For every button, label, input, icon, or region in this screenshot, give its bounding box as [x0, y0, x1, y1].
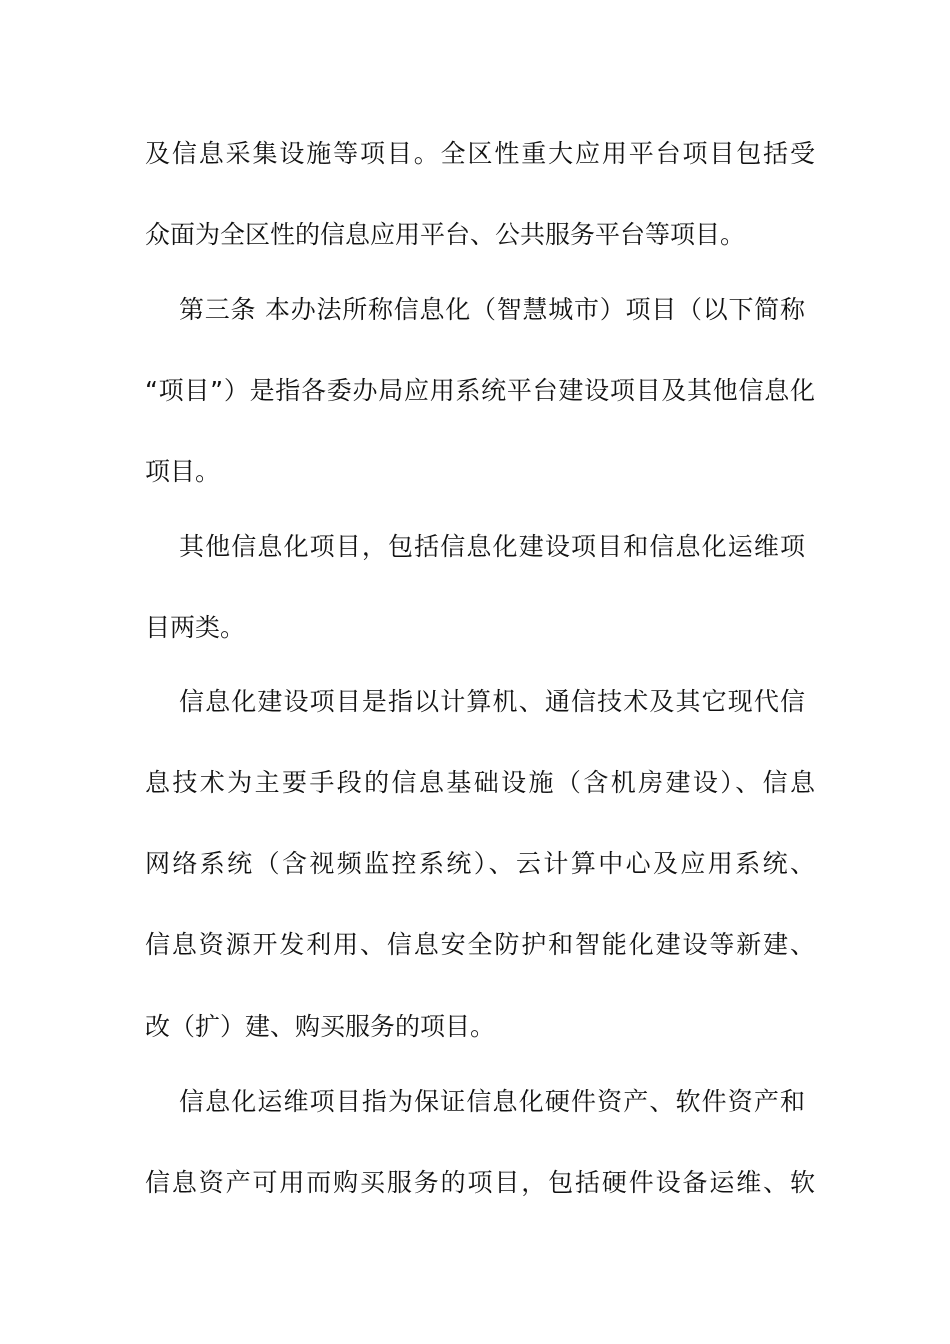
article-3-line-1: 第三条 本办法所称信息化（智慧城市）项目（以下简称 [179, 295, 805, 324]
article-3-line-3: 项目。 [145, 457, 221, 486]
text-line-1: 及信息采集设施等项目。全区性重大应用平台项目包括受 [145, 139, 815, 168]
construction-line-2: 息技术为主要手段的信息基础设施（含机房建设）、信息 [145, 768, 815, 797]
operations-line-2: 信息资产可用而购买服务的项目，包括硬件设备运维、软 [145, 1168, 815, 1197]
article-3-line-2: “项目”）是指各委办局应用系统平台建设项目及其他信息化 [145, 376, 815, 405]
construction-line-5: 改（扩）建、购买服务的项目。 [145, 1012, 496, 1041]
other-projects-line-1: 其他信息化项目，包括信息化建设项目和信息化运维项 [179, 532, 805, 561]
construction-line-1: 信息化建设项目是指以计算机、通信技术及其它现代信 [179, 687, 805, 716]
text-line-2: 众面为全区性的信息应用平台、公共服务平台等项目。 [145, 220, 746, 249]
construction-line-3: 网络系统（含视频监控系统）、云计算中心及应用系统、 [145, 849, 815, 878]
operations-line-1: 信息化运维项目指为保证信息化硬件资产、软件资产和 [179, 1087, 805, 1116]
construction-line-4: 信息资源开发利用、信息安全防护和智能化建设等新建、 [145, 930, 815, 959]
other-projects-line-2: 目两类。 [145, 613, 246, 642]
